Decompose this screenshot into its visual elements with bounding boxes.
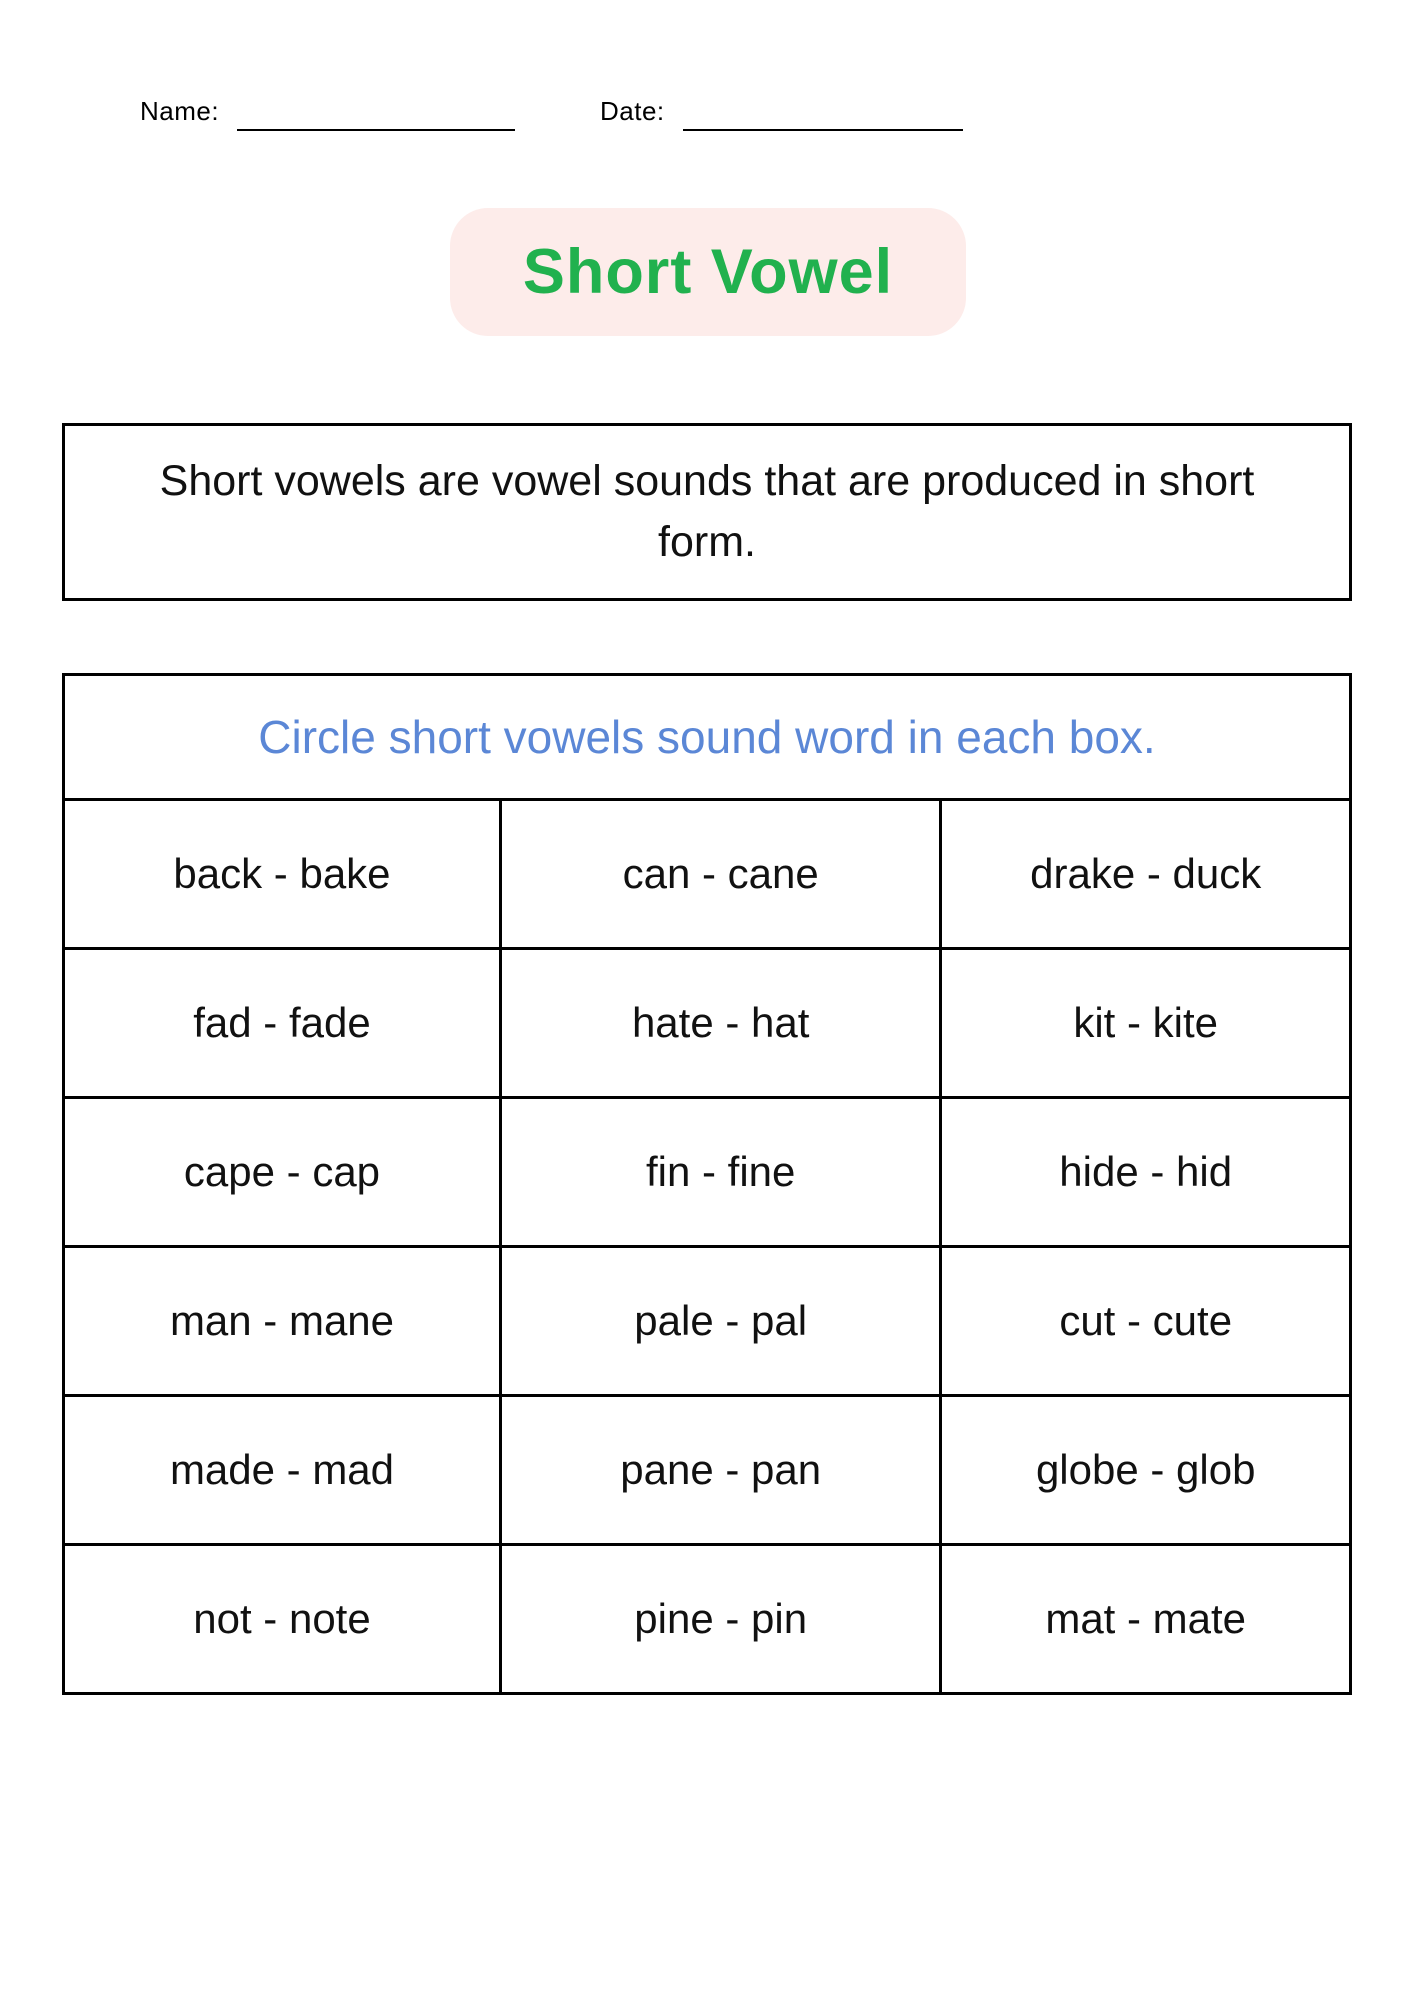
table-row: [65, 798, 1349, 947]
word-pair-cell: fin - fine: [499, 1099, 939, 1245]
word-pair-cell: hate - hat: [499, 950, 939, 1096]
definition-box: [62, 423, 1352, 601]
word-pair-cell: man - mane: [169, 1297, 395, 1344]
word-pair-cell: not - note: [193, 1595, 371, 1642]
date-field: [600, 96, 963, 131]
word-pair-cell: fad - fade: [193, 999, 371, 1046]
page-title: Short Vowel: [522, 237, 894, 307]
table-row: [65, 1543, 1349, 1692]
word-pair-cell: pane - pan: [499, 1397, 939, 1543]
name-blank-line: [237, 97, 515, 131]
word-pair-cell: pine - pin: [499, 1546, 939, 1692]
instruction-row: [65, 676, 1349, 798]
table-row: [65, 1096, 1349, 1245]
date-blank-line: [683, 97, 963, 131]
word-pair-cell: pale - pal: [499, 1248, 939, 1394]
word-pair-cell: cut - cute: [939, 1248, 1349, 1394]
word-pair-cell: cape - cap: [183, 1148, 381, 1195]
word-pair-cell: back - bake: [173, 850, 391, 897]
word-pair-cell: globe - glob: [939, 1397, 1349, 1543]
title-banner: [450, 208, 966, 336]
word-pair-cell: mat - mate: [939, 1546, 1349, 1692]
word-pairs-table: [62, 673, 1352, 1695]
table-row: [65, 947, 1349, 1096]
name-label: Name:: [140, 96, 220, 126]
name-date-row: [0, 96, 1414, 136]
table-row: [65, 1245, 1349, 1394]
name-field: [140, 96, 515, 131]
word-pair-cell: can - cane: [499, 801, 939, 947]
word-pair-cell: hide - hid: [939, 1099, 1349, 1245]
instruction-text: Circle short vowels sound word in each box.: [258, 711, 1156, 763]
definition-text: Short vowels are vowel sounds that are produced in short form.: [159, 456, 1255, 566]
word-pair-cell: kit - kite: [939, 950, 1349, 1096]
word-pair-cell: drake - duck: [939, 801, 1349, 947]
table-row: [65, 1394, 1349, 1543]
date-label: Date:: [600, 96, 665, 126]
word-pair-cell: made - mad: [169, 1446, 395, 1493]
